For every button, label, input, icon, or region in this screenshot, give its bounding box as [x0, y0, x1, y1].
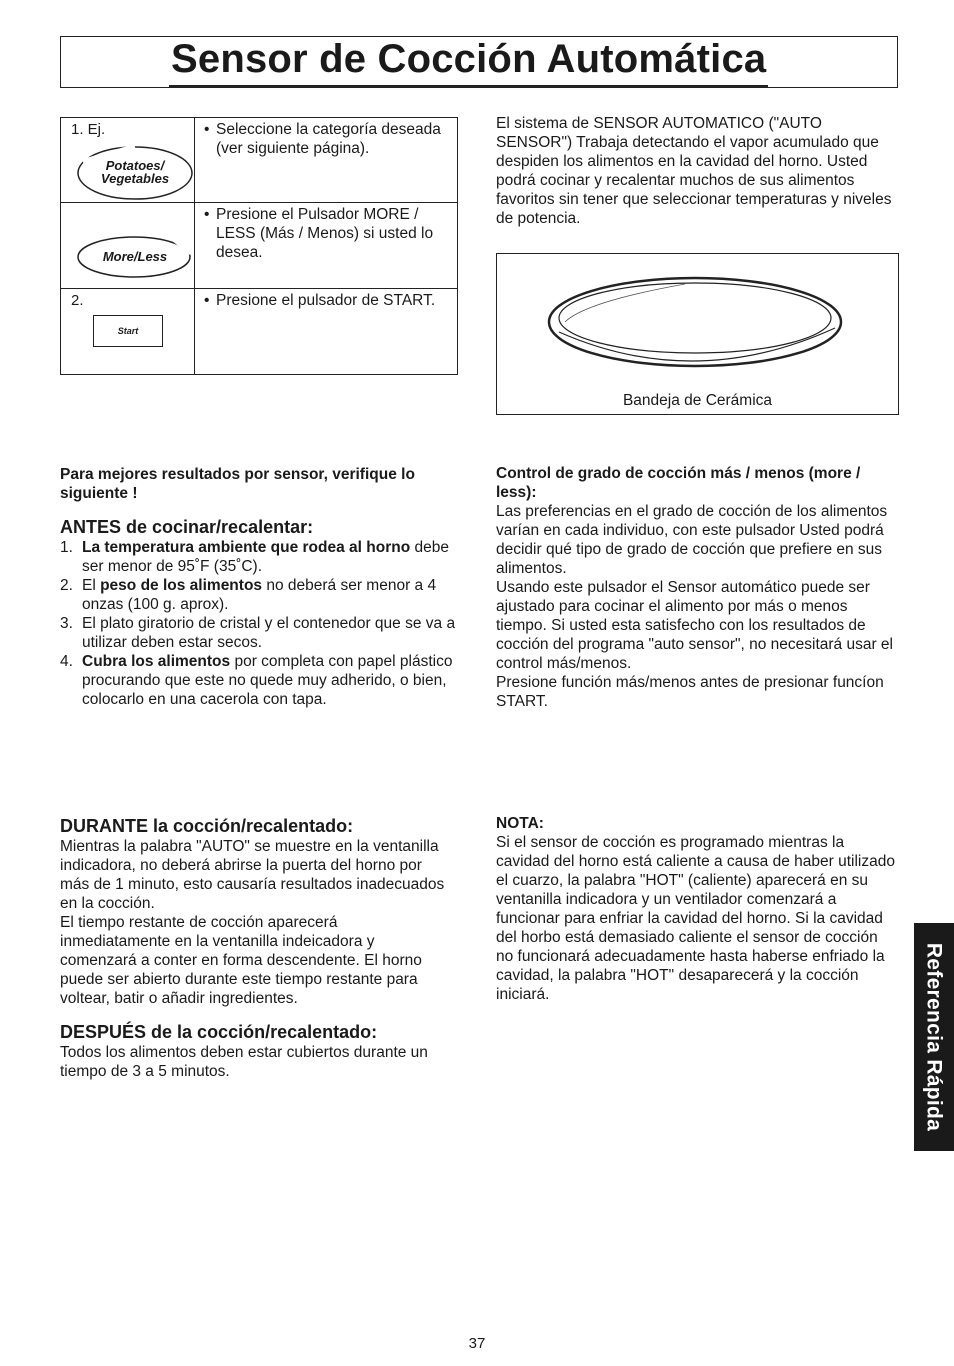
steps-table	[60, 117, 458, 375]
side-tab	[914, 923, 954, 1151]
before-heading: ANTES de cocinar/recalentar:	[60, 517, 314, 537]
note-paragraph: Si el sensor de cocción es programado mientras la cavidad del horno está caliente a causa de haber utilizado el cuarzo, la palabra "HOT" (caliente) aparecerá en su ventanilla indicadora y un ventilador comenzará a funcionar para enfriar la cavidad del horno. Si la cavidad del horbo está demasiado caliente el sensor de cocción no funcionará adecuadamente hasta haberse enfriado la cavidad, la palabra "HOT" desaparecerá y la cocción iniciará.	[496, 834, 895, 1003]
control-paragraph: Usando este pulsador el Sensor automático puede ser ajustado para cocinar el alimento por más o menos tiempo. Si usted esta satisfecho con los resultados de cocción del programa "auto sensor", no necesitará usar el control más/menos.	[496, 579, 893, 672]
after-heading: DESPUÉS de la cocción/recalentado:	[60, 1022, 378, 1042]
list-item: 4. Cubra los alimentos por completa con papel plástico procurando que este no quede muy adherido, o bien, colocarlo en una cacerola con tapa.	[60, 653, 453, 708]
side-tab-label: Referencia Rápida	[922, 942, 946, 1132]
title-box	[60, 36, 898, 88]
step-row-3	[61, 289, 457, 374]
step-number: 2.	[71, 292, 84, 309]
step-number: 1. Ej.	[71, 121, 106, 138]
intro-paragraph: El sistema de SENSOR AUTOMATICO ("AUTO SENSOR") Trabaja detectando el vapor acumulado que despiden los alimentos en la cavidad del horno. Usted podrá cocinar y recalentar muchos de sus alimentos favoritos sin tener que seleccionar temperaturas y niveles de potencia.	[496, 115, 892, 227]
page-number: 37	[468, 1335, 486, 1352]
during-heading: DURANTE la cocción/recalentado:	[60, 816, 354, 836]
page-title: Sensor de Cocción Automática	[169, 33, 768, 88]
more-less-key-label: More/Less	[102, 249, 168, 264]
list-item: 3. El plato giratorio de cristal y el contenedor que se va a utilizar deben estar secos.	[60, 615, 456, 651]
potatoes-vegetables-key-label: Potatoes/ Vegetables	[100, 158, 170, 186]
control-section	[496, 464, 896, 711]
step-row-2	[61, 203, 457, 289]
during-paragraph: El tiempo restante de cocción aparecerá inmediatamente en la ventanilla indeicadora y comenzará a conter en forma descendente. El horno puede ser abierto durante este tiempo restante para voltear, batir o añadir ingredientes.	[60, 914, 422, 1007]
step-2-instruction: • Presione el Pulsador MORE / LESS (Más / Menos) si usted lo desea.	[204, 206, 434, 261]
list-item: 2. El peso de los alimentos no deberá ser menor a 4 onzas (100 g. aprox).	[60, 577, 437, 613]
best-results-note: Para mejores resultados por sensor, verifique lo siguiente !	[60, 466, 415, 502]
ceramic-tray-icon	[545, 272, 845, 382]
tray-caption: Bandeja de Cerámica	[622, 392, 773, 409]
before-list	[60, 538, 460, 709]
control-paragraph: Las preferencias en el grado de cocción de los alimentos varían en cada individuo, con este pulsador Usted podrá decidir qué tipo de grado de cocción que prefiere en sus alimentos.	[496, 503, 888, 577]
during-section	[60, 815, 452, 1008]
control-paragraph: Presione función más/menos antes de presionar funcíon START.	[496, 674, 884, 710]
list-item: 1. La temperatura ambiente que rodea al horno debe ser menor de 95˚F (35˚C).	[60, 539, 449, 575]
note-section	[496, 814, 896, 1004]
note-heading: NOTA:	[496, 815, 544, 832]
before-section	[60, 516, 460, 709]
step-row-1	[61, 118, 457, 203]
step-3-instruction: • Presione el pulsador de START.	[204, 292, 436, 309]
start-key-icon: Start	[93, 315, 163, 347]
tray-figure	[496, 253, 899, 415]
after-paragraph: Todos los alimentos deben estar cubiertos durante un tiempo de 3 a 5 minutos.	[60, 1044, 428, 1080]
after-section	[60, 1021, 452, 1081]
control-heading: Control de grado de cocción más / menos (more / less):	[496, 465, 861, 501]
step-1-instruction: • Seleccione la categoría deseada (ver siguiente página).	[204, 121, 441, 157]
during-paragraph: Mientras la palabra "AUTO" se muestre en la ventanilla indicadora, no deberá abrirse la puerta del horno por más de 1 minuto, esto causaría resultados inadecuados en la cocción.	[60, 838, 445, 912]
